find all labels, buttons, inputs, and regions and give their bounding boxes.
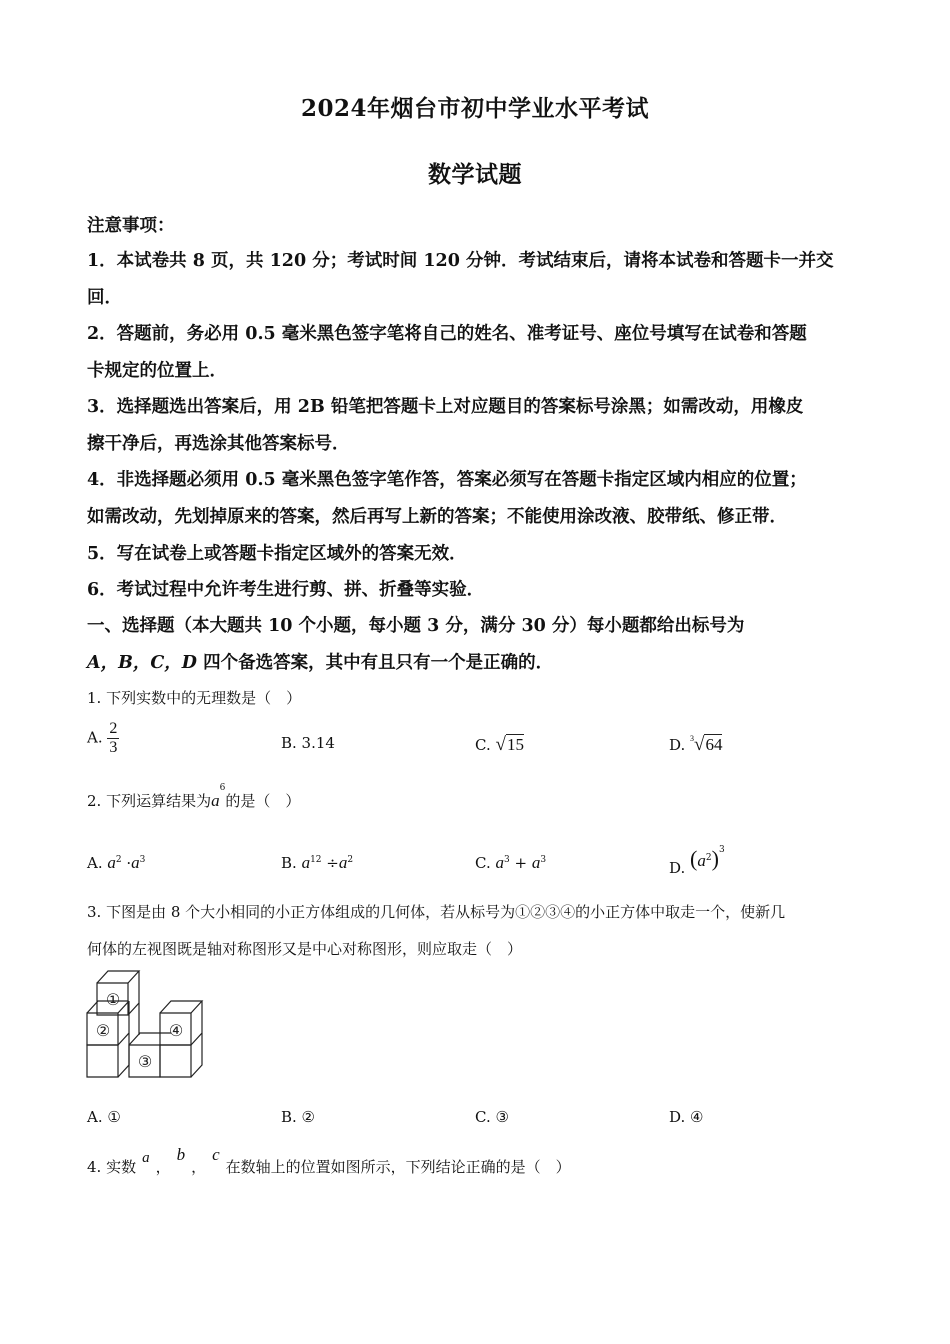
cube-label: ④ xyxy=(168,1021,184,1040)
q2-option-a: A. $a^2 \cdot a^3$ xyxy=(87,853,146,872)
cube-label: ① xyxy=(105,990,121,1009)
question-2-stem: 2. 下列运算结果为$a^6$的是（ ） xyxy=(87,783,301,810)
notice-heading: 注意事项： xyxy=(87,216,175,236)
q2-option-d: D. $(a^2)^3$ xyxy=(669,845,725,877)
notice-line: 3．选择题选出答案后，用 2B 铅笔把答题卡上对应题目的答案标号涂黑；如需改动，用橡皮 xyxy=(87,397,804,417)
notice-line: 卡规定的位置上． xyxy=(87,361,227,381)
q3-option-d: D. ④ xyxy=(669,1108,704,1126)
fraction: $\frac{2}{3}$ xyxy=(109,720,118,756)
notice-line: 如需改动，先划掉原来的答案，然后再写上新的答案；不能使用涂改液、胶带纸、修正带． xyxy=(87,507,787,527)
exam-title: 2024年烟台市初中学业水平考试 xyxy=(300,95,649,122)
q2-option-c: C. $a^3 + a^3$ xyxy=(475,853,547,872)
section-heading-rest: 四个备选答案，其中有且只有一个是正确的． xyxy=(196,653,554,673)
section-heading-line2 xyxy=(87,649,553,674)
option-letters: A，B，C，D xyxy=(87,653,197,673)
cube-root: $^3$√64 xyxy=(690,734,723,755)
notice-line: 5．写在试卷上或答题卡指定区域外的答案无效． xyxy=(87,544,467,564)
q1-option-d: D. $^3$√64 xyxy=(669,734,723,755)
cube-label: ③ xyxy=(137,1052,153,1071)
q1-option-a: A. $\frac{2}{3}$ xyxy=(87,720,118,756)
notice-line: 回． xyxy=(87,288,122,308)
notice-line: 2．答题前，务必用 0.5 毫米黑色签字笔将自己的姓名、准考证号、座位号填写在试卷和答题 xyxy=(87,324,807,344)
q3-option-a: A. ① xyxy=(87,1108,121,1126)
question-1-stem: 1. 下列实数中的无理数是（ ） xyxy=(87,689,302,707)
q3-option-b: B. ② xyxy=(281,1108,316,1126)
q1-option-b: B. 3.14 xyxy=(281,734,335,752)
q3-option-c: C. ③ xyxy=(475,1108,509,1126)
exam-subtitle: 数学试题 xyxy=(428,161,522,188)
notice-line: 4．非选择题必须用 0.5 毫米黑色签字笔作答，答案必须写在答题卡指定区域内相应的位置； xyxy=(87,470,807,490)
cube-top xyxy=(97,971,139,983)
question-3-stem-line1: 3. 下图是由 8 个大小相同的小正方体组成的几何体，若从标号为①②③④的小正方体中取走一个，使新几 xyxy=(87,903,786,921)
question-3-stem-line2: 何体的左视图既是轴对称图形又是中心对称图形，则应取走（ ） xyxy=(87,940,523,958)
notice-line: 擦干净后，再选涂其他答案标号． xyxy=(87,434,350,454)
q2-option-b: B. $a^{12} \div a^2$ xyxy=(281,853,354,872)
question-4-stem: 4. 实数 a ，b，c在数轴上的位置如图所示，下列结论正确的是（ ） xyxy=(87,1145,571,1176)
q1-option-c: C. √15 xyxy=(475,734,524,755)
cube-figure xyxy=(80,965,210,1095)
cube-label: ② xyxy=(95,1021,111,1040)
notice-line: 6．考试过程中允许考生进行剪、拼、折叠等实验． xyxy=(87,580,485,600)
square-root: √15 xyxy=(495,734,524,755)
notice-line: 1．本试卷共 8 页，共 120 分；考试时间 120 分钟．考试结束后，请将本试卷和答题卡一并交 xyxy=(87,251,834,271)
section-heading: 一、选择题（本大题共 10 个小题，每小题 3 分，满分 30 分）每小题都给出标号为 xyxy=(87,616,745,636)
